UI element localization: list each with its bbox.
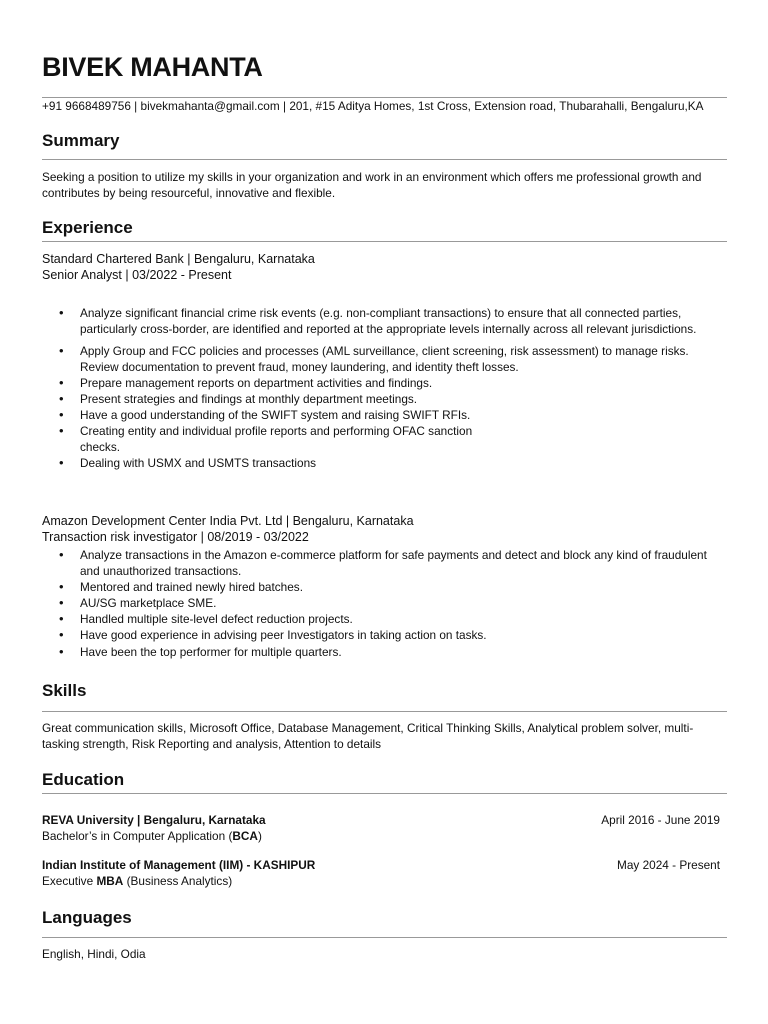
education-entry [42, 812, 720, 844]
summary-text: Seeking a position to utilize my skills in your organization and work in an environment which offers me professional growth and contributes by being resourceful, innovative and flexible. [42, 170, 702, 200]
job-company: Standard Chartered Bank | Bengaluru, Karnataka [42, 252, 315, 266]
education-institution: Indian Institute of Management (IIM) - KASHIPUR [42, 858, 316, 872]
section-divider [42, 241, 727, 242]
section-title-education: Education [42, 770, 125, 789]
education-date: May 2024 - Present [617, 858, 720, 872]
education-institution: REVA University | Bengaluru, Karnataka [42, 813, 266, 827]
skills-text: Great communication skills, Microsoft Office, Database Management, Critical Thinking Skills, Analytical problem solver, multi-tasking strength, Risk Reporting and analysis, Attention to details [42, 721, 694, 751]
list-item: • Have a good understanding of the SWIFT system and raising SWIFT RFIs. [42, 407, 480, 423]
job-role: Senior Analyst | 03/2022 - Present [42, 268, 232, 282]
education-degree: Executive MBA (Business Analytics) [42, 874, 233, 888]
list-item: • Mentored and trained newly hired batches. [42, 579, 727, 595]
languages-text: English, Hindi, Odia [42, 947, 146, 961]
list-item: • Analyze significant financial crime risk events (e.g. non-compliant transactions) to ensure that all connected parties, particularly cross-border, are identified and reported at the appropriate levels internally across all relevant jurisdictions. [42, 305, 727, 337]
list-item: • Handled multiple site-level defect reduction projects. [42, 611, 727, 627]
job-bullets [42, 547, 727, 660]
section-divider [42, 159, 727, 160]
list-item: • Have been the top performer for multiple quarters. [42, 644, 727, 660]
section-title-summary: Summary [42, 131, 120, 150]
job-company: Amazon Development Center India Pvt. Ltd | Bengaluru, Karnataka [42, 514, 414, 528]
candidate-name: BIVEK MAHANTA [42, 52, 263, 82]
list-item: • Creating entity and individual profile reports and performing OFAC sanction checks. [42, 423, 500, 455]
section-title-skills: Skills [42, 681, 87, 700]
list-item: • AU/SG marketplace SME. [42, 595, 727, 611]
education-date: April 2016 - June 2019 [601, 813, 720, 827]
list-item: • Have good experience in advising peer Investigators in taking action on tasks. [42, 627, 727, 643]
education-degree: Bachelor’s in Computer Application (BCA) [42, 829, 262, 843]
education-entry [42, 857, 720, 889]
list-item: • Apply Group and FCC policies and processes (AML surveillance, client screening, risk assessment) to manage risks. Review documentation to prevent fraud, money laundering, and identity theft losses. [42, 343, 727, 375]
job-role: Transaction risk investigator | 08/2019 - 03/2022 [42, 530, 309, 544]
section-title-languages: Languages [42, 908, 132, 927]
list-item: • Analyze transactions in the Amazon e-commerce platform for safe payments and detect and block any kind of fraudulent and unauthorized transactions. [42, 547, 727, 579]
list-item: • Prepare management reports on department activities and findings. [42, 375, 727, 391]
contact-line: +91 9668489756 | bivekmahanta@gmail.com | 201, #15 Aditya Homes, 1st Cross, Extension road, Thubarahalli, Bengaluru,KA [42, 97, 727, 113]
list-item: • Dealing with USMX and USMTS transactions [42, 455, 727, 471]
section-divider [42, 937, 727, 938]
section-divider [42, 711, 727, 712]
section-title-experience: Experience [42, 218, 133, 237]
section-divider [42, 793, 727, 794]
list-item: • Present strategies and findings at monthly department meetings. [42, 391, 727, 407]
job-bullets [42, 305, 727, 471]
